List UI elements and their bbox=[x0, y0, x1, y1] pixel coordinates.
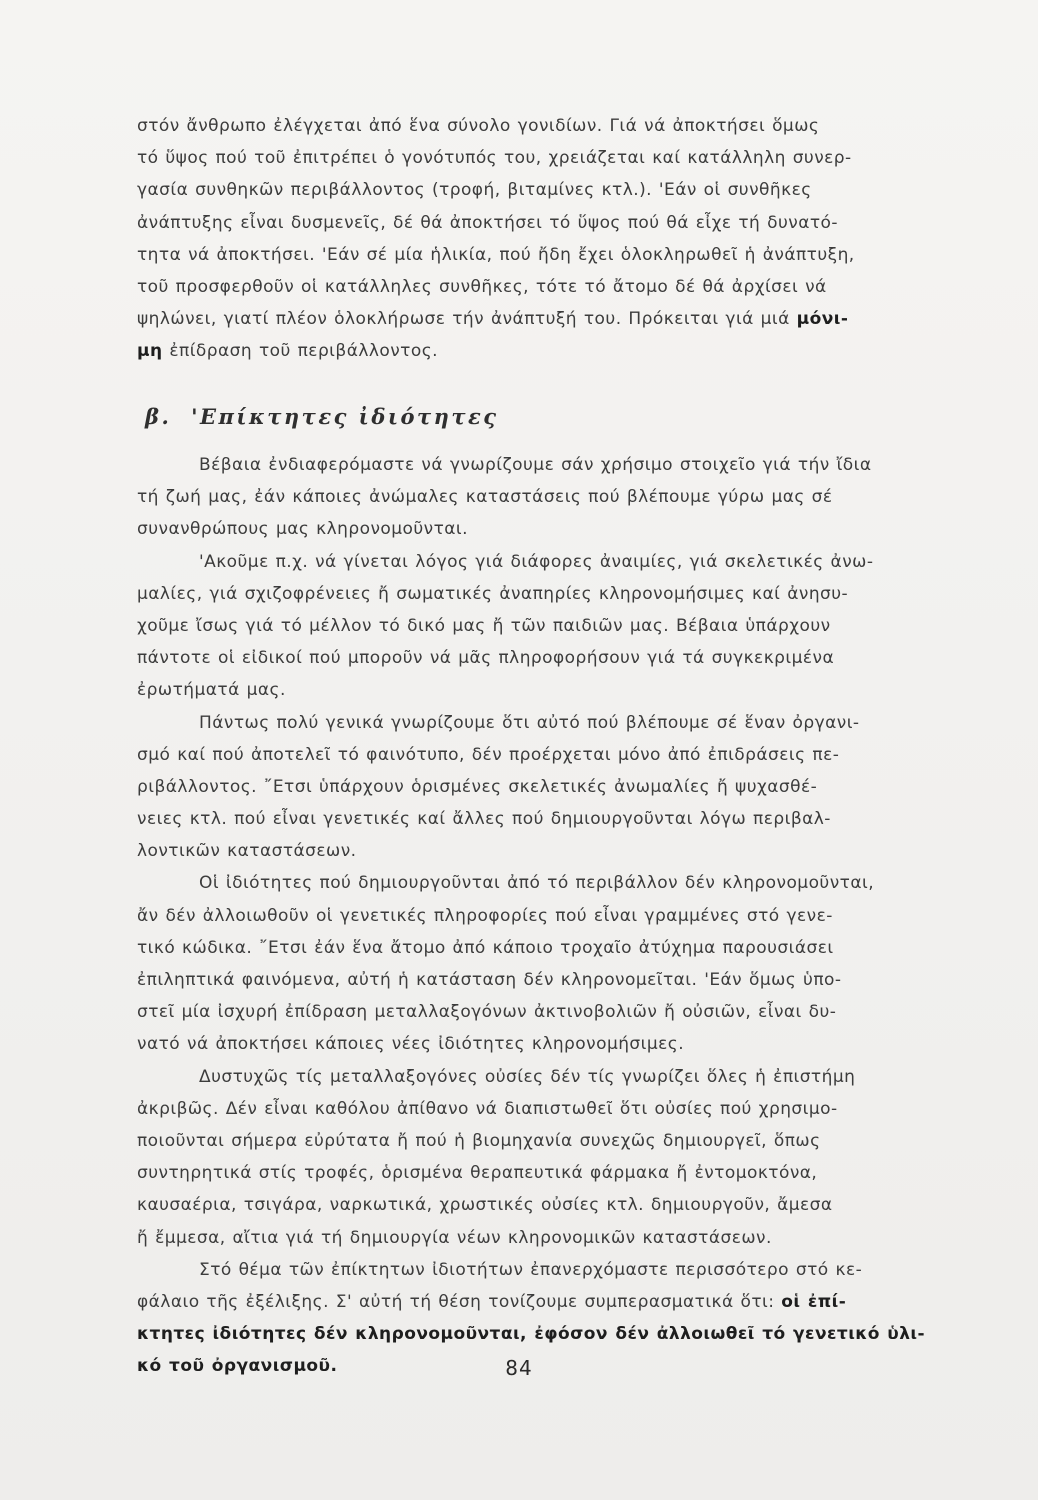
text-line: καυσαέρια, τσιγάρα, ναρκωτικά, χρωστικές οὐσίες κτλ. δημιουργοῦν, ἄμεσα bbox=[137, 1195, 833, 1216]
text-line: τικό κώδικα. ῎Ετσι ἐάν ἕνα ἄτομο ἀπό κάποιο τροχαῖο ἀτύχημα παρουσιάσει bbox=[137, 937, 834, 958]
text-line: τή ζωή μας, ἐάν κάποιες ἀνώμαλες καταστάσεις πού βλέπουμε γύρω μας σέ bbox=[137, 487, 833, 508]
text-line bbox=[137, 303, 957, 335]
text-line: τοῦ προσφερθοῦν οἱ κατάλληλες συνθῆκες, τότε τό ἄτομο δέ θά ἀρχίσει νά bbox=[137, 276, 827, 297]
text-line: ἤ ἔμμεσα, αἴτια γιά τή δημιουργία νέων κληρονομικῶν καταστάσεων. bbox=[137, 1227, 772, 1248]
emphasis-text: μη bbox=[137, 341, 163, 362]
text-line: χοῦμε ἴσως γιά τό μέλλον τό δικό μας ἤ τῶν παιδιῶν μας. Βέβαια ὑπάρχουν bbox=[137, 615, 831, 636]
text-line: πάντοτε οἱ εἰδικοί πού μποροῦν νά μᾶς πληροφορήσουν γιά τά συγκεκριμένα bbox=[137, 648, 835, 669]
text-line: συντηρητικά στίς τροφές, ὁρισμένα θεραπευτικά φάρμακα ἤ ἐντομοκτόνα, bbox=[137, 1163, 818, 1184]
text-line: στεῖ μία ἰσχυρή ἐπίδραση μεταλλαξογόνων ἀκτινοβολιῶν ἤ οὐσιῶν, εἶναι δυ- bbox=[137, 1002, 837, 1023]
text-line: τό ὕψος πού τοῦ ἐπιτρέπει ὁ γονότυπός του, χρειάζεται καί κατάλληλη συνερ- bbox=[137, 148, 852, 169]
text-line: ριβάλλοντος. ῎Ετσι ὑπάρχουν ὁρισμένες σκελετικές ἀνωμαλίες ἤ ψυχασθέ- bbox=[137, 776, 818, 797]
text-line: Δυστυχῶς τίς μεταλλαξογόνες οὐσίες δέν τίς γνωρίζει ὅλες ἡ ἐπιστήμη bbox=[199, 1066, 856, 1087]
text-line: ποιοῦνται σήμερα εὐρύτατα ἤ πού ἡ βιομηχανία συνεχῶς δημιουργεῖ, ὅπως bbox=[137, 1130, 821, 1151]
text-line: μαλίες, γιά σχιζοφρένειες ἤ σωματικές ἀναπηρίες κληρονομήσιμες καί ἀνησυ- bbox=[137, 583, 849, 604]
text-segment: ἐπίδραση τοῦ περιβάλλοντος. bbox=[162, 341, 438, 362]
text-line: ἀκριβῶς. Δέν εἶναι καθόλου ἀπίθανο νά διαπιστωθεῖ ὅτι οὐσίες πού χρησιμο- bbox=[137, 1098, 838, 1119]
text-line: σμό καί πού ἀποτελεῖ τό φαινότυπο, δέν προέρχεται μόνο ἀπό ἐπιδράσεις πε- bbox=[137, 744, 840, 765]
page-number: 84 bbox=[505, 1356, 533, 1380]
body-text bbox=[137, 449, 957, 1382]
emphasis-text: μόνι- bbox=[796, 309, 849, 330]
section-letter: β. bbox=[145, 404, 172, 429]
text-line bbox=[137, 335, 957, 367]
text-line: ἄν δέν ἀλλοιωθοῦν οἱ γενετικές πληροφορίες πού εἶναι γραμμένες στό γενε- bbox=[137, 905, 833, 926]
text-line: Οἱ ἰδιότητες πού δημιουργοῦνται ἀπό τό περιβάλλον δέν κληρονομοῦνται, bbox=[199, 873, 875, 894]
text-line: ἐπιληπτικά φαινόμενα, αὐτή ἡ κατάσταση δέν κληρονομεῖται. 'Εάν ὅμως ὑπο- bbox=[137, 970, 842, 990]
text-line: κό τοῦ ὀργανισμοῦ. bbox=[137, 1356, 338, 1377]
section-heading bbox=[145, 404, 499, 429]
text-line: ἐρωτήματά μας. bbox=[137, 680, 286, 701]
text-line: ἀνάπτυξης εἶναι δυσμενεῖς, δέ θά ἀποκτήσει τό ὕψος πού θά εἶχε τή δυνατό- bbox=[137, 212, 838, 233]
text-line: κτητες ἰδιότητες δέν κληρονομοῦνται, ἐφόσον δέν ἀλλοιωθεῖ τό γενετικό ὑλι- bbox=[137, 1324, 926, 1345]
section-title: 'Επίκτητες ἰδιότητες bbox=[191, 404, 499, 429]
intro-paragraph bbox=[137, 110, 957, 368]
emphasis-text: οἱ ἐπί- bbox=[781, 1291, 847, 1312]
text-line: γασία συνθηκῶν περιβάλλοντος (τροφή, βιταμίνες κτλ.). 'Εάν οἱ συνθῆκες bbox=[137, 180, 812, 201]
text-line: Πάντως πολύ γενικά γνωρίζουμε ὅτι αὐτό πού βλέπουμε σέ ἕναν ὀργανι- bbox=[199, 712, 860, 733]
text-line: στόν ἄνθρωπο ἐλέγχεται ἀπό ἕνα σύνολο γονιδίων. Γιά νά ἀποκτήσει ὅμως bbox=[137, 116, 820, 136]
text-line: συνανθρώπους μας κληρονομοῦνται. bbox=[137, 519, 468, 540]
text-line: νειες κτλ. πού εἶναι γενετικές καί ἄλλες πού δημιουργοῦνται λόγω περιβαλ- bbox=[137, 809, 831, 830]
text-line: νατό νά ἀποκτήσει κάποιες νέες ἰδιότητες κληρονομήσιμες. bbox=[137, 1034, 685, 1055]
text-segment: φάλαιο τῆς ἐξέλιξης. Σ' αὐτή τή θέση τονίζουμε συμπερασματικά ὅτι: bbox=[137, 1291, 782, 1312]
text-segment: ψηλώνει, γιατί πλέον ὁλοκλήρωσε τήν ἀνάπτυξή του. Πρόκειται γιά μιά bbox=[137, 309, 790, 330]
text-line: τητα νά ἀποκτήσει. 'Εάν σέ μία ἡλικία, πού ἤδη ἔχει ὁλοκληρωθεῖ ἡ ἀνάπτυξη, bbox=[137, 244, 855, 265]
text-line: 'Ακοῦμε π.χ. νά γίνεται λόγος γιά διάφορες ἀναιμίες, γιά σκελετικές ἀνω- bbox=[199, 551, 874, 572]
text-line: λοντικῶν καταστάσεων. bbox=[137, 841, 357, 862]
text-line: Στό θέμα τῶν ἐπίκτητων ἰδιοτήτων ἐπανερχόμαστε περισσότερο στό κε- bbox=[199, 1259, 863, 1280]
text-line: Βέβαια ἐνδιαφερόμαστε νά γνωρίζουμε σάν χρήσιμο στοιχεῖο γιά τήν ἴδια bbox=[199, 455, 872, 475]
text-line bbox=[137, 1286, 957, 1318]
